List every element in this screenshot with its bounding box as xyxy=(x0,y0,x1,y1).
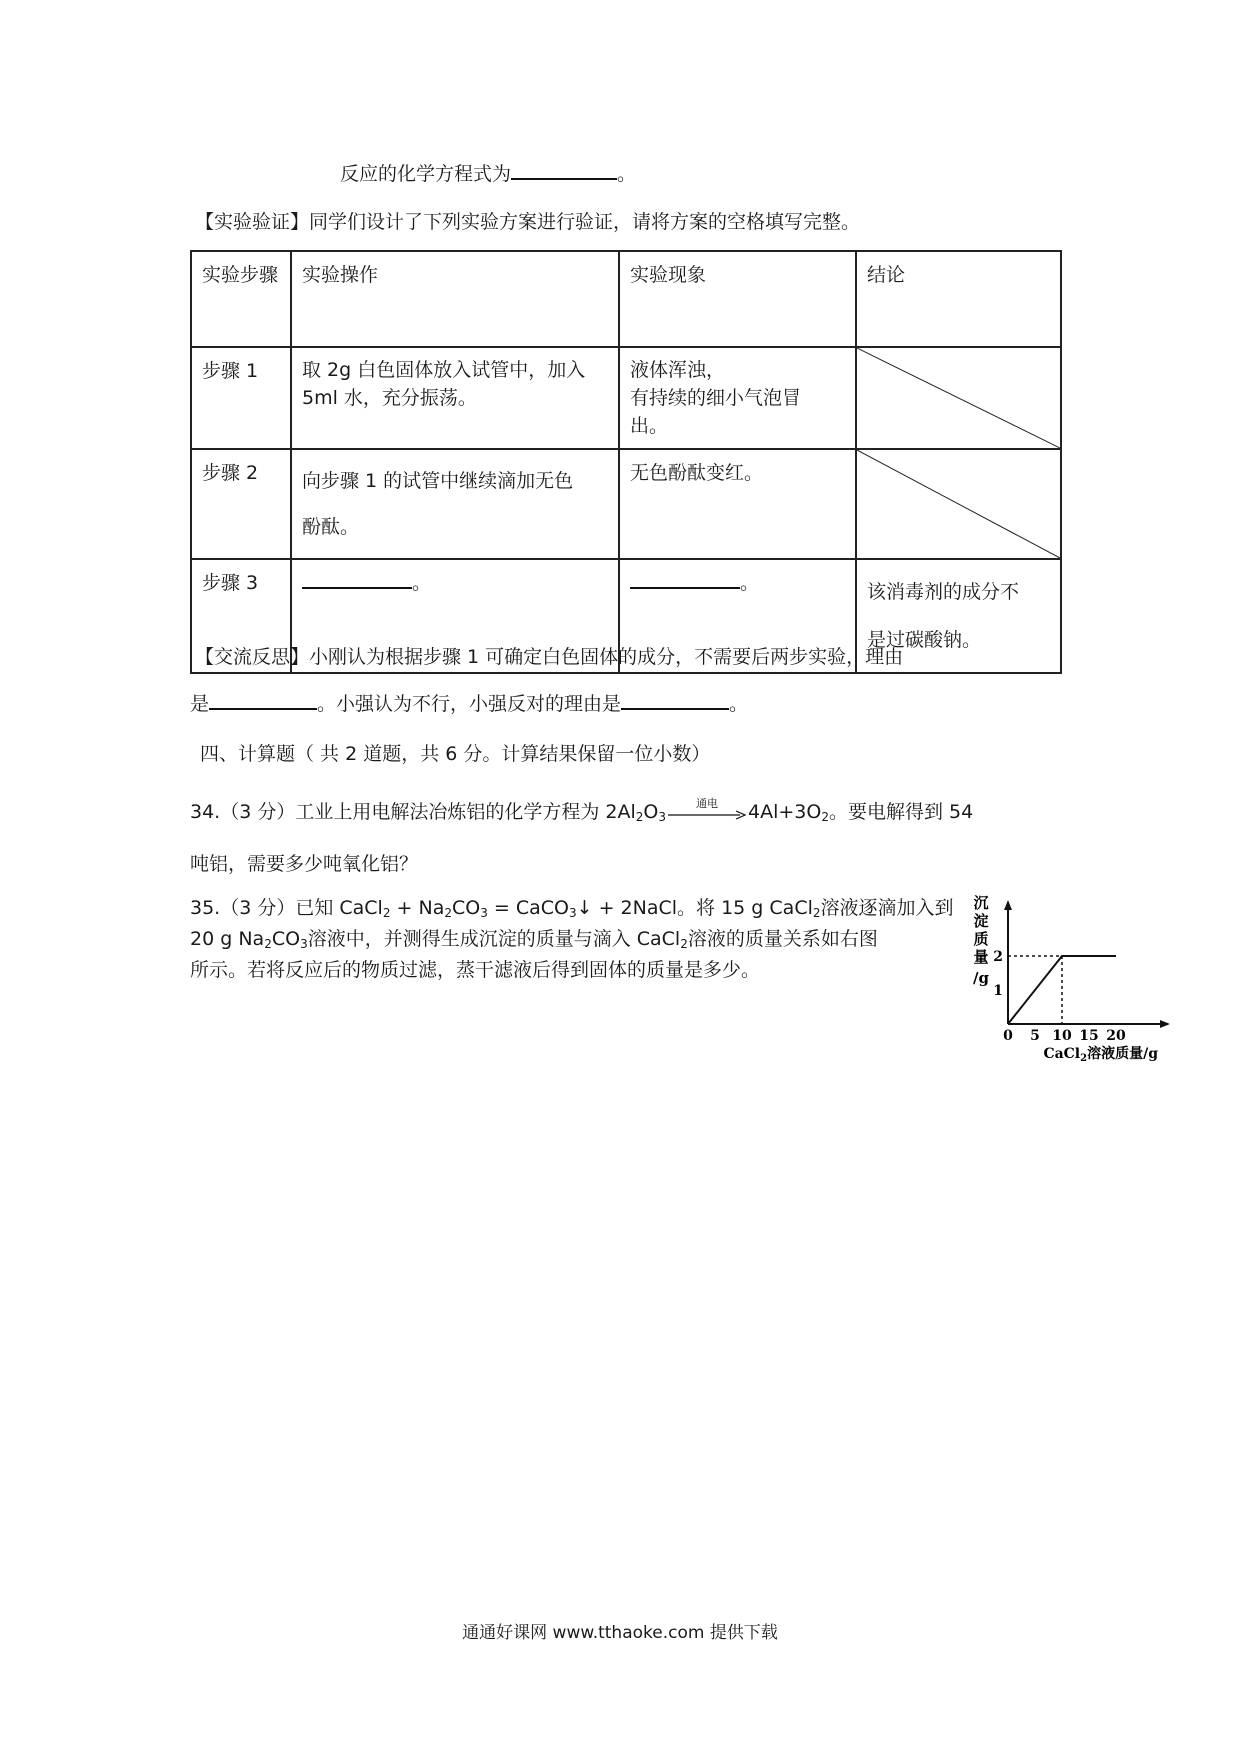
step2-operation: 向步骤 1 的试管中继续滴加无色 酚酞。 xyxy=(291,449,619,559)
y-label-char: 淀 xyxy=(973,912,989,930)
chart-series xyxy=(1008,956,1116,1024)
x-tick-label: 10 xyxy=(1052,1028,1072,1044)
step1-phenomenon: 液体浑浊， 有持续的细小气泡冒 出。 xyxy=(619,347,856,449)
y-tick-label: 1 xyxy=(993,983,1003,999)
reflection-line1: 【交流反思】小刚认为根据步骤 1 可确定白色固体的成分，不需要后两步实验，理由 xyxy=(195,646,904,668)
q34-line1: 34.（3 分）工业上用电解法冶炼铝的化学方程为 $2Al_2O_3$ 通电 $4Al+3O_2$。要电解得到 54 xyxy=(190,796,974,824)
header-operation: 实验操作 xyxy=(291,251,619,347)
y-tick-label: 2 xyxy=(993,949,1003,965)
table-row xyxy=(191,449,1061,559)
equation-prefix: 反应的化学方程式为 xyxy=(340,163,512,185)
experiment-table xyxy=(190,250,1062,674)
step2-conclusion-crossed xyxy=(856,449,1061,559)
y-label-char: 量 xyxy=(973,948,989,966)
footer-credit: 通通好课网 www.tthaoke.com 提供下载 xyxy=(462,1623,778,1643)
y-axis-arrow-icon xyxy=(1004,900,1012,910)
step3-conclusion: 该消毒剂的成分不 是过碳酸钠。 xyxy=(856,559,1061,673)
y-label-char: 沉 xyxy=(973,894,989,912)
chart-axes xyxy=(1004,900,1170,1028)
step1-conclusion-crossed xyxy=(856,347,1061,449)
step3-label: 步骤 3 xyxy=(191,559,291,673)
x-tick-label: 15 xyxy=(1079,1028,1099,1044)
step2-label: 步骤 2 xyxy=(191,449,291,559)
header-step: 实验步骤 xyxy=(191,251,291,347)
q35-line3: 所示。若将反应后的物质过滤，蒸干滤液后得到固体的质量是多少。 xyxy=(190,959,761,981)
step3-phenomenon-blank[interactable] xyxy=(630,569,740,589)
table-row xyxy=(191,347,1061,449)
step1-label: 步骤 1 xyxy=(191,347,291,449)
verify-heading: 【实验验证】同学们设计了下列实验方案进行验证，请将方案的空格填写完整。 xyxy=(195,211,861,233)
table-header-row xyxy=(191,251,1061,347)
electrolysis-arrow-icon: 通电 xyxy=(668,802,746,824)
step3-phenomenon: 。 xyxy=(619,559,856,673)
q34-line2: 吨铝，需要多少吨氧化铝？ xyxy=(190,853,419,875)
series-line xyxy=(1008,956,1116,1024)
reason2-blank[interactable] xyxy=(621,690,729,710)
step3-operation-blank[interactable] xyxy=(302,569,412,589)
y-label-char: 质 xyxy=(973,930,989,948)
step2-phenomenon: 无色酚酞变红。 xyxy=(619,449,856,559)
chart-ticks xyxy=(993,949,1126,1044)
x-axis-label: CaCl$_2$溶液质量/g xyxy=(1043,1046,1158,1064)
step3-operation: 。 xyxy=(291,559,619,673)
y-label-char: /g xyxy=(973,969,989,987)
step1-operation: 取 2g 白色固体放入试管中，加入 5ml 水，充分振荡。 xyxy=(291,347,619,449)
equation-line: 反应的化学方程式为 。 xyxy=(340,160,636,188)
x-tick-label: 0 xyxy=(1003,1028,1013,1044)
section4-title: 四、计算题（ 共 2 道题，共 6 分。计算结果保留一位小数） xyxy=(200,743,711,765)
equation-blank[interactable] xyxy=(511,160,617,180)
x-tick-label: 5 xyxy=(1030,1028,1040,1044)
reason1-blank[interactable] xyxy=(209,690,317,710)
x-axis-arrow-icon xyxy=(1160,1020,1170,1028)
header-conclusion: 结论 xyxy=(856,251,1061,347)
header-phenomenon: 实验现象 xyxy=(619,251,856,347)
y-axis-label xyxy=(973,894,989,987)
q35-line1: 35.（3 分）已知 CaCl$_2$ + $Na_2CO_3$ = CaCO$_3$↓ + 2NaCl。将 15 g CaCl$_2$溶液逐滴加入到 xyxy=(190,897,954,920)
q35-line2: 20 g $Na_2CO_3$溶液中，并测得生成沉淀的质量与滴入 CaCl$_2$溶液的质量关系如右图 xyxy=(190,928,878,951)
x-tick-label: 20 xyxy=(1106,1028,1126,1044)
reflection-line2: 是 。小强认为不行，小强反对的理由是 。 xyxy=(190,690,748,718)
precipitate-mass-chart xyxy=(968,888,1180,1064)
